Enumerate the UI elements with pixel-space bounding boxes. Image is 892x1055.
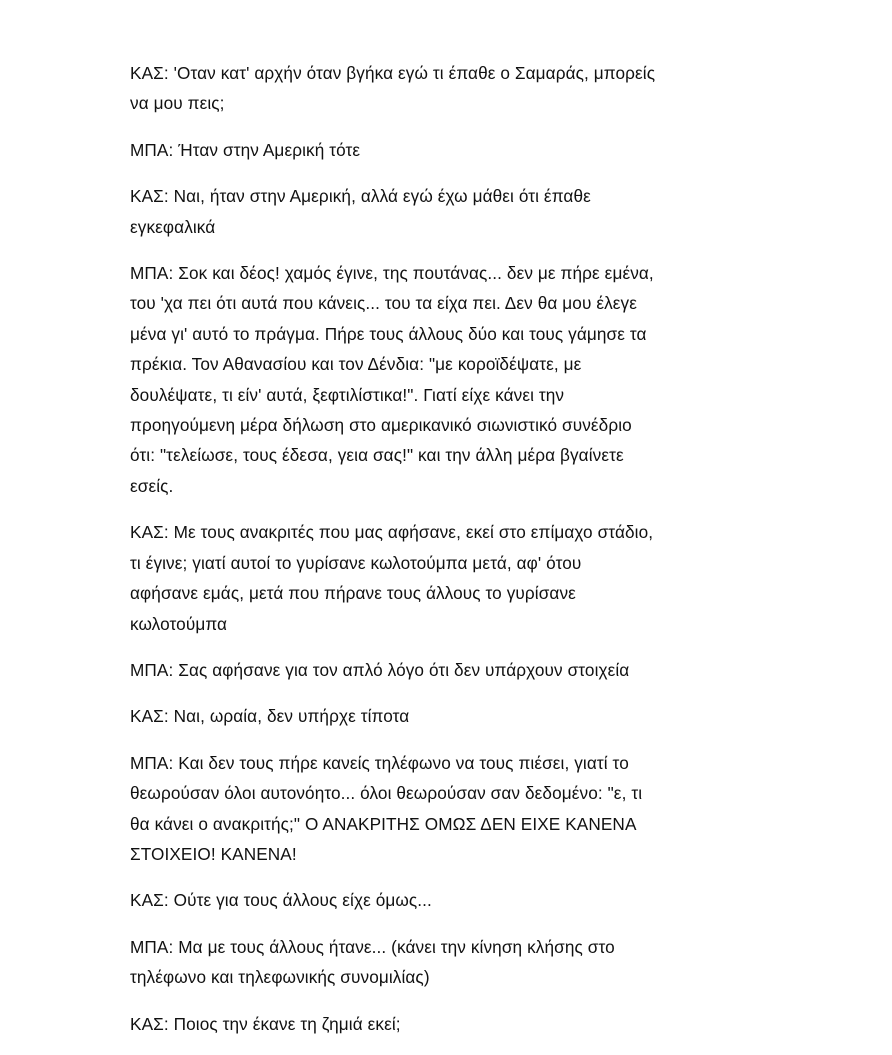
paragraph-11	[130, 1009, 750, 1039]
text-line: δουλέψατε, τι είν' αυτά, ξεφτιλίστικα!". Γιατί είχε κάνει την	[130, 384, 565, 405]
paragraph-7	[130, 701, 750, 731]
text-line: προηγούμενη μέρα δήλωση στο αμερικανικό σιωνιστικό συνέδριο	[130, 415, 632, 436]
document-page	[130, 58, 750, 1055]
paragraph-3	[130, 181, 750, 242]
text-line: ΜΠΑ: Μα με τους άλλους ήτανε... (κάνει την κίνηση κλήσης στο	[130, 936, 615, 957]
text-line: ΚΑΣ: Ναι, ωραία, δεν υπήρχε τίποτα	[130, 706, 410, 727]
text-line: ΜΠΑ: Σοκ και δέος! χαμός έγινε, της πουτάνας... δεν με πήρε εμένα,	[130, 263, 654, 284]
text-line: ΚΑΣ: Ναι, ήταν στην Αμερική, αλλά εγώ έχω μάθει ότι έπαθε	[130, 186, 591, 207]
paragraph-6	[130, 655, 750, 685]
paragraph-4	[130, 258, 750, 501]
paragraph-10	[130, 932, 750, 993]
text-line: θεωρούσαν όλοι αυτονόητο... όλοι θεωρούσαν σαν δεδομένο: "ε, τι	[130, 783, 643, 804]
text-line: θα κάνει ο ανακριτής;" Ο ΑΝΑΚΡΙΤΗΣ ΟΜΩΣ ΔΕΝ ΕΙΧΕ ΚΑΝΕΝΑ	[130, 813, 637, 834]
text-line: ΚΑΣ: Με τους ανακριτές που μας αφήσανε, εκεί στο επίμαχο στάδιο,	[130, 522, 654, 543]
text-line: τι έγινε; γιατί αυτοί το γυρίσανε κωλοτούμπα μετά, αφ' ότου	[130, 552, 582, 573]
text-line: του 'χα πει ότι αυτά που κάνεις... του τα είχα πει. Δεν θα μου έλεγε	[130, 293, 637, 314]
text-line: ΜΠΑ: Ήταν στην Αμερική τότε	[130, 139, 361, 160]
text-line: ΚΑΣ: Ούτε για τους άλλους είχε όμως...	[130, 890, 432, 911]
paragraph-2	[130, 135, 750, 165]
text-line: να μου πεις;	[130, 93, 225, 114]
text-line: ότι: "τελείωσε, τους έδεσα, γεια σας!" και την άλλη μέρα βγαίνετε	[130, 445, 624, 466]
text-line: ΜΠΑ: Και δεν τους πήρε κανείς τηλέφωνο να τους πιέσει, γιατί το	[130, 752, 629, 773]
text-line: εγκεφαλικά	[130, 216, 216, 237]
text-line: τηλέφωνο και τηλεφωνικής συνομιλίας)	[130, 967, 430, 988]
paragraph-9	[130, 885, 750, 915]
text-line: πρέκια. Τον Αθανασίου και τον Δένδια: "με κοροϊδέψατε, με	[130, 354, 582, 375]
paragraph-1	[130, 58, 750, 119]
paragraph-5	[130, 517, 750, 639]
text-line: εσείς.	[130, 475, 174, 496]
text-line: ΣΤΟΙΧΕΙΟ! ΚΑΝΕΝΑ!	[130, 843, 297, 864]
text-line: κωλοτούμπα	[130, 613, 228, 634]
paragraph-8	[130, 748, 750, 870]
text-line: ΚΑΣ: 'Οταν κατ' αρχήν όταν βγήκα εγώ τι έπαθε ο Σαμαράς, μπορείς	[130, 63, 656, 83]
text-line: αφήσανε εμάς, μετά που πήρανε τους άλλους το γυρίσανε	[130, 583, 576, 604]
text-line: ΜΠΑ: Σας αφήσανε για τον απλό λόγο ότι δεν υπάρχουν στοιχεία	[130, 659, 630, 680]
text-line: μένα γι' αυτό το πράγμα. Πήρε τους άλλους δύο και τους γάμησε τα	[130, 323, 647, 344]
text-line: ΚΑΣ: Ποιος την έκανε τη ζημιά εκεί;	[130, 1013, 401, 1034]
